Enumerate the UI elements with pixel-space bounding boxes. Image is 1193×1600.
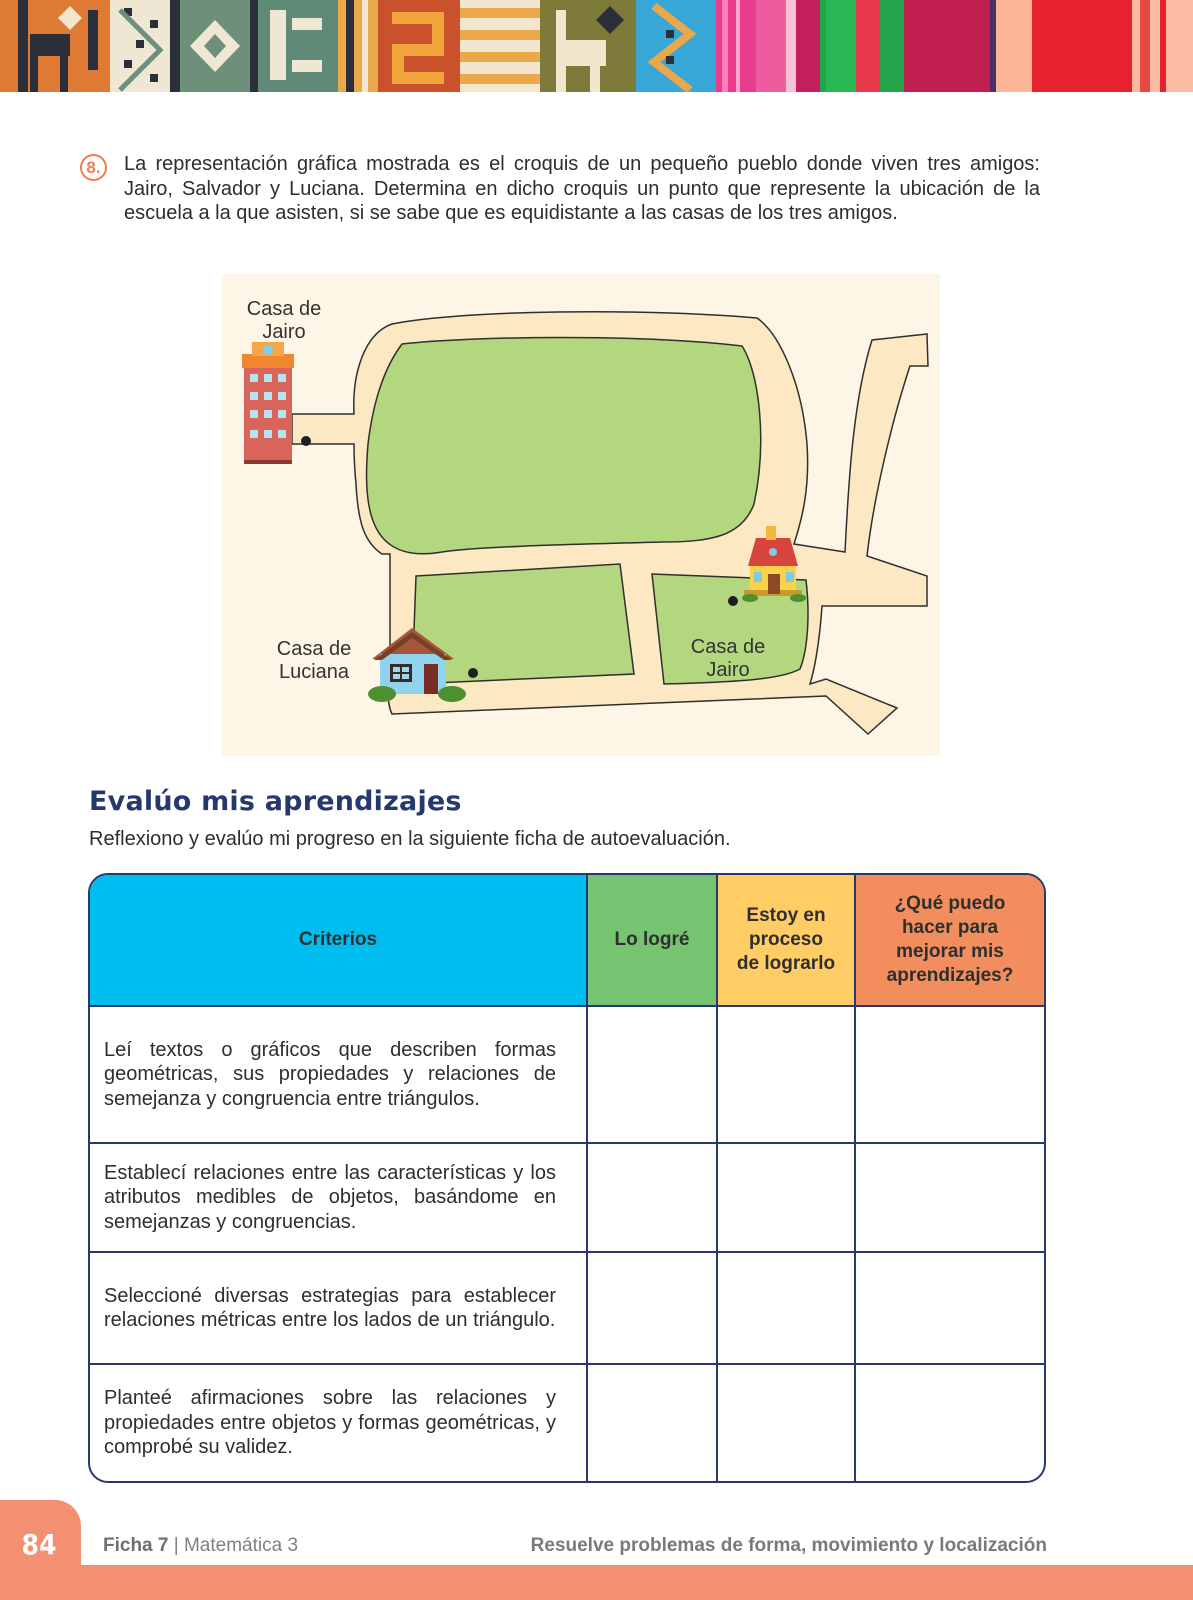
cell-lo-logre[interactable] [587,1143,717,1252]
header-lo-logre: Lo logré [587,875,717,1006]
header-line: ¿Qué puedo [894,893,1006,914]
footer-ficha: Ficha 7 [103,1535,169,1556]
header-line: proceso [749,929,823,950]
problem-8 [80,152,1040,226]
cell-como-mejorar[interactable] [855,1252,1044,1364]
label-line: Jairo [706,659,750,681]
table-header-row [90,875,1044,1006]
table-row [90,1143,1044,1252]
header-en-proceso [717,875,855,1006]
footer-subject: Matemática 3 [183,1535,299,1556]
block-north [367,338,761,554]
header-criterios: Criterios [90,875,587,1006]
section-subtitle: Reflexiono y evalúo mi progreso en la siguiente ficha de autoevaluación. [89,828,731,850]
label-line: Casa de [276,638,352,660]
cell-en-proceso[interactable] [717,1006,855,1143]
header-line: aprendizajes? [886,965,1014,986]
label-casa-luciana [264,638,364,684]
header-line: Estoy en [746,905,826,926]
footer-book-info [103,1535,298,1557]
point-luciana [468,668,478,678]
criterion-text: Leí textos o gráficos que describen formas geométricas, sus propiedades y relaciones de semejanza y congruencia entre triángulos. [90,1006,587,1143]
header-line: de lograrlo [736,953,836,974]
section-title: Evalúo mis aprendizajes [89,786,462,817]
criterion-text: Planteé afirmaciones sobre las relaciones y propiedades entre objetos y formas geométricas, y comprobé su validez. [90,1364,587,1481]
table-row [90,1364,1044,1481]
cell-lo-logre[interactable] [587,1364,717,1481]
header-como-mejorar [855,875,1044,1006]
problem-text: La representación gráfica mostrada es el croquis de un pequeño pueblo donde viven tres amigos: Jairo, Salvador y Luciana. Determina en dicho croquis un punto que represente la ubicación de la escuela a la que asisten, si se sabe que es equidistante a las casas de los tres amigos. [124,153,1040,224]
cell-como-mejorar[interactable] [855,1006,1044,1143]
problem-number-badge: 8. [80,154,107,181]
point-jairo-top [301,436,311,446]
footer-competency: Resuelve problemas de forma, movimiento y localización [530,1535,1047,1556]
label-casa-jairo-bottom [678,636,778,682]
table-row [90,1006,1044,1143]
header-line: hacer para [901,917,999,938]
point-jairo-bottom [728,596,738,606]
header-line: mejorar mis [896,941,1004,962]
cell-lo-logre[interactable] [587,1252,717,1364]
label-line: Casa de [246,298,322,320]
cell-como-mejorar[interactable] [855,1364,1044,1481]
apartment-building-icon [242,342,294,464]
criterion-text: Seleccioné diversas estrategias para establecer relaciones métricas entre los lados de un triángulo. [90,1252,587,1364]
criterion-text: Establecí relaciones entre las características y los atributos medibles de objetos, basándome en semejanzas y congruencias. [90,1143,587,1252]
table-row [90,1252,1044,1364]
footer-separator: | [173,1535,179,1556]
town-sketch-map [222,274,940,756]
label-line: Luciana [278,661,350,683]
label-line: Jairo [262,321,306,343]
decorative-banner [0,0,1193,92]
label-line: Casa de [690,636,766,658]
self-evaluation-table [88,873,1046,1483]
cell-en-proceso[interactable] [717,1143,855,1252]
cell-como-mejorar[interactable] [855,1143,1044,1252]
cell-en-proceso[interactable] [717,1252,855,1364]
page-number: 84 [21,1528,57,1561]
cell-lo-logre[interactable] [587,1006,717,1143]
label-casa-jairo-top [234,298,334,344]
footer-bar [0,1565,1193,1600]
cell-en-proceso[interactable] [717,1364,855,1481]
